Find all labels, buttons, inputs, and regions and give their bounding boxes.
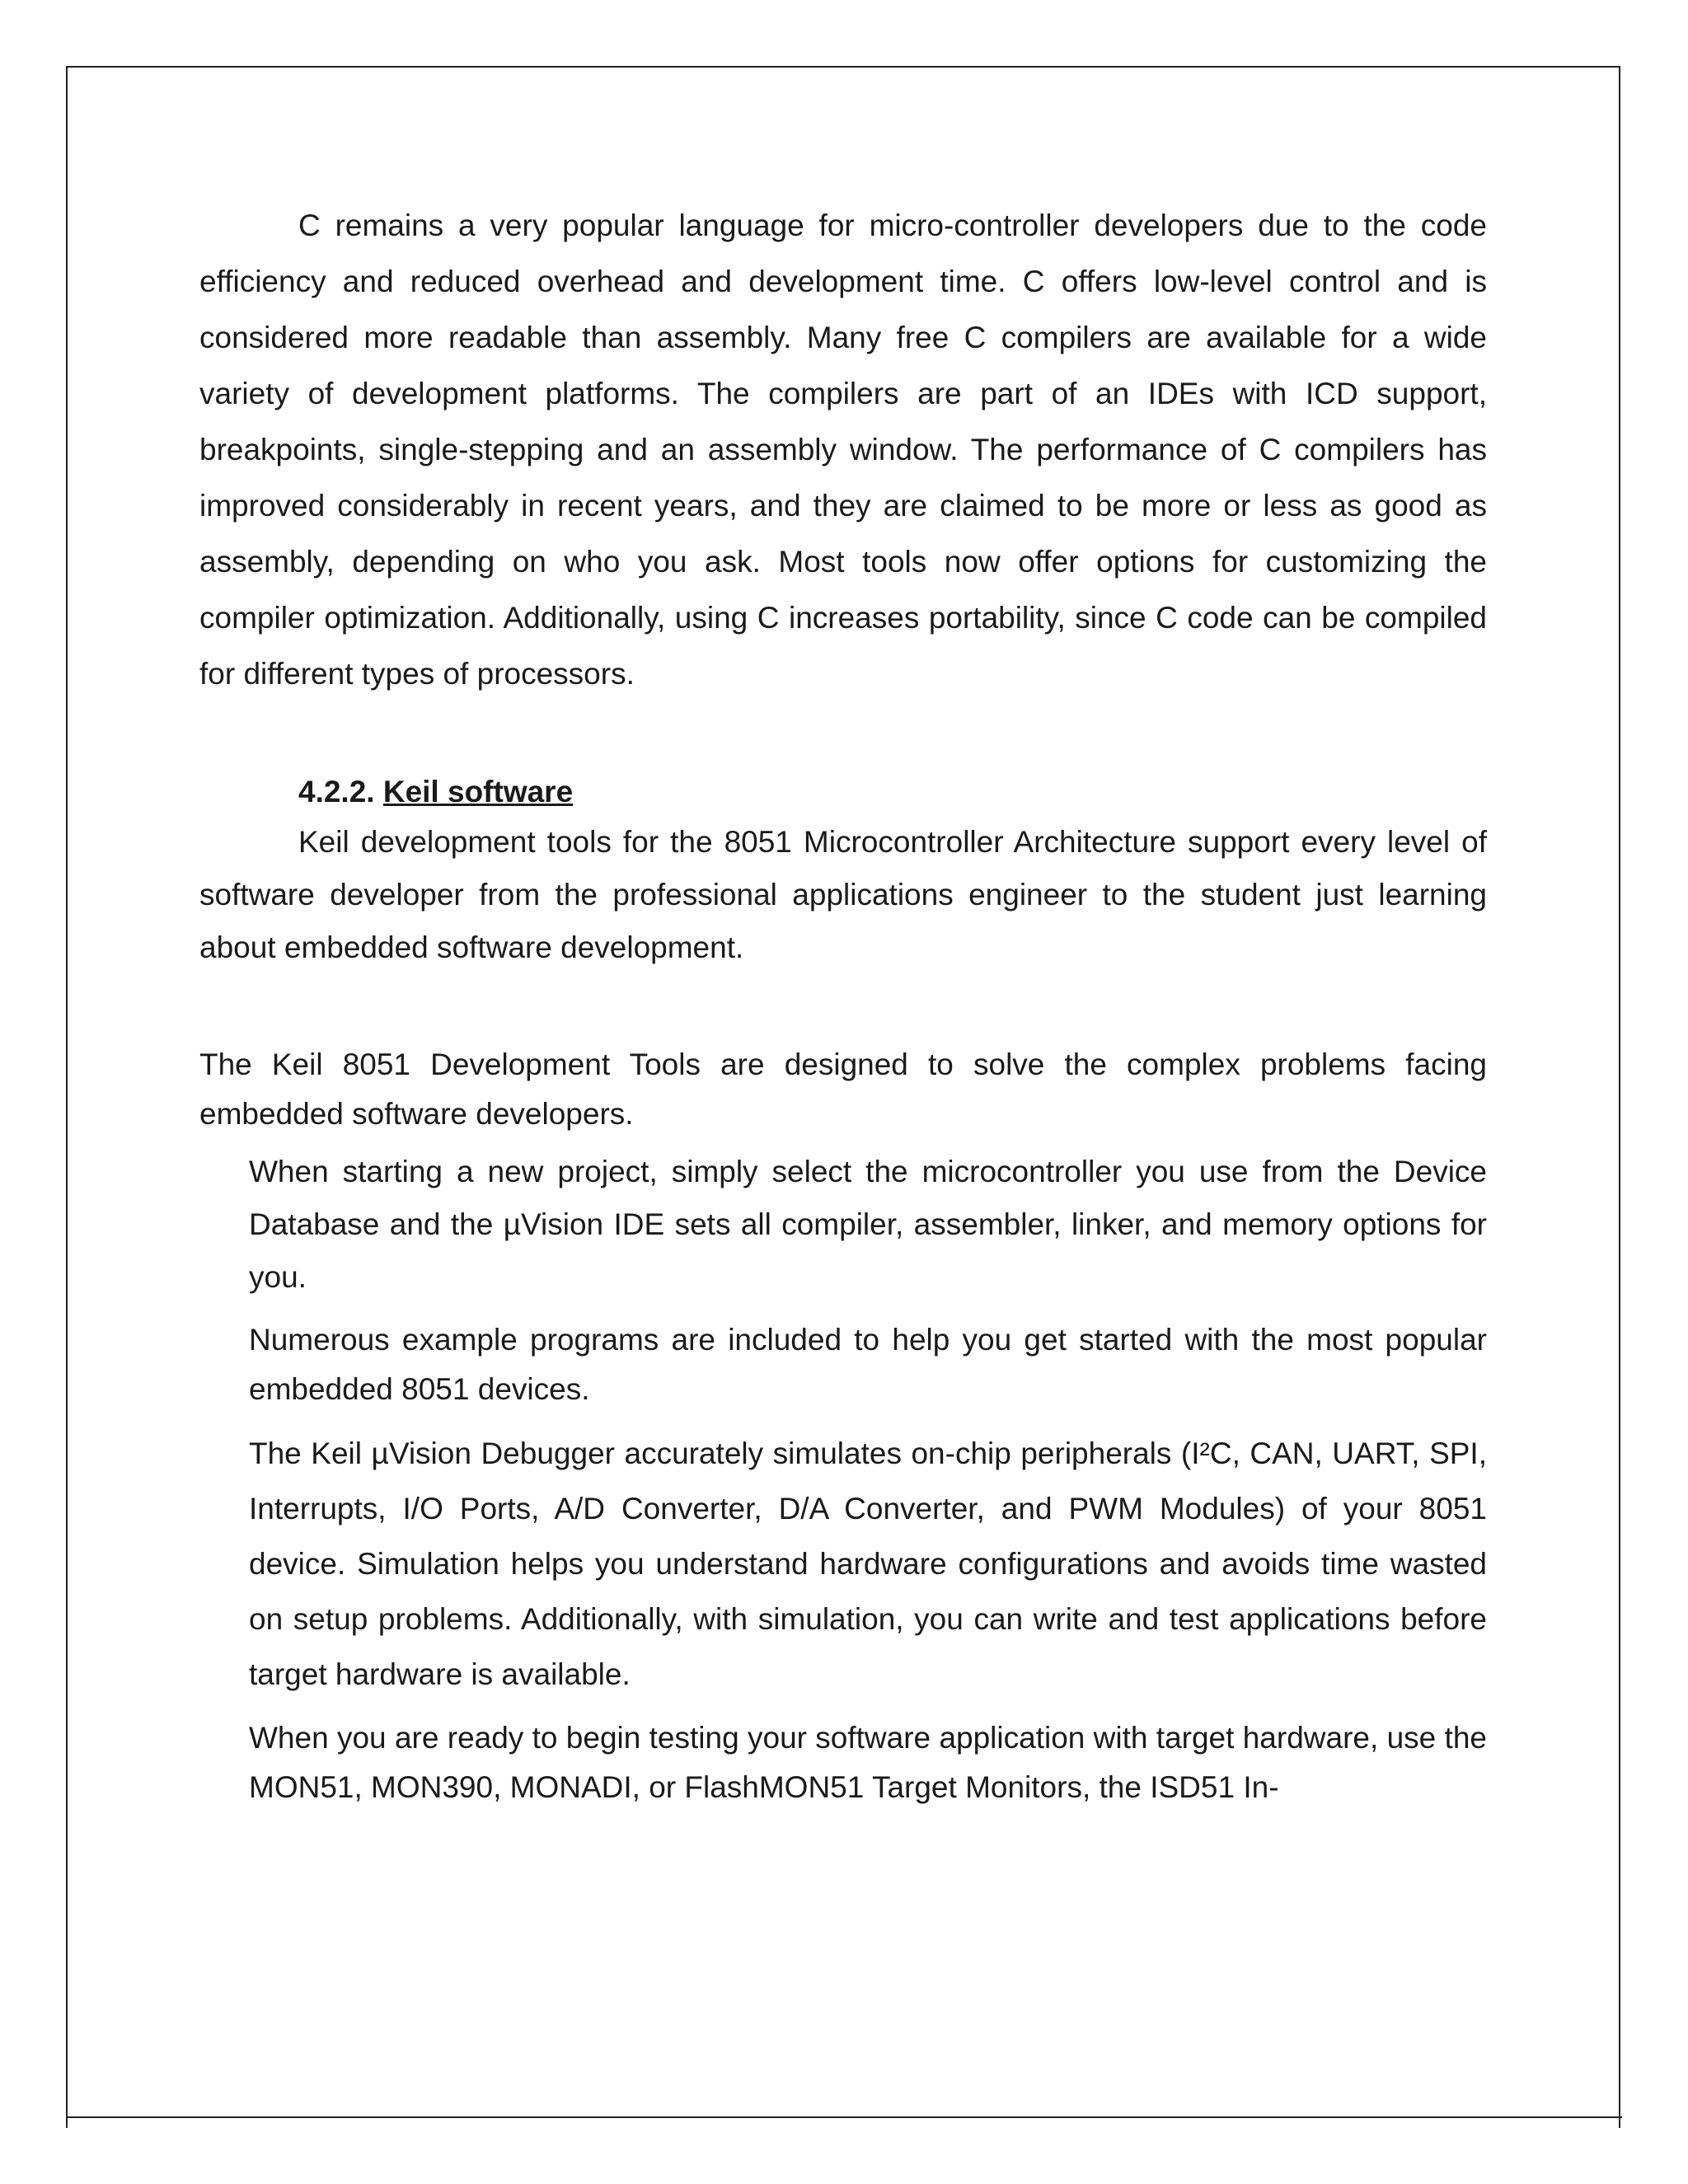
bottom-tick-left <box>66 2116 68 2128</box>
bottom-rule <box>66 2116 1622 2118</box>
list-item: When starting a new project, simply select the microcontroller you use from the Device Database and the µVision IDE sets all compiler, assembler, linker, and memory options for you. <box>249 1155 1487 1294</box>
list-item: Numerous example programs are included to help you get started with the most popular embedded 8051 devices. <box>249 1323 1487 1406</box>
feature-list <box>199 1146 1487 1812</box>
list-item: When you are ready to begin testing your software application with target hardware, use the MON51, MON390, MONADI, or FlashMON51 Target Monitors, the ISD51 In- <box>249 1721 1487 1804</box>
list-item: The Keil µVision Debugger accurately simulates on-chip peripherals (I²C, CAN, UART, SPI, Interrupts, I/O Ports, A/D Converter, D/A Converter, and PWM Modules) of your 8051 device. Simulation helps you understand hardware configurations and avoids time wasted on setup problems. Additionally, with simulation, you can write and test applications before target hardware is available. <box>249 1436 1487 1691</box>
intro-paragraph: C remains a very popular language for micro-controller developers due to the code efficiency and reduced overhead and development time. C offers low-level control and is considered more readable than assembly. Many free C compilers are available for a wide variety of development platforms. The compilers are part of an IDEs with ICD support, breakpoints, single-stepping and an assembly window. The performance of C compilers has improved considerably in recent years, and they are claimed to be more or less as good as assembly, depending on who you ask. Most tools now offer options for customizing the compiler optimization. Additionally, using C increases portability, since C code can be compiled for different types of processors. <box>199 209 1487 691</box>
section-title: Keil software <box>382 775 574 808</box>
section-number: 4.2.2. <box>298 775 375 808</box>
keil-paragraph: Keil development tools for the 8051 Microcontroller Architecture support every level of software developer from the professional applications engineer to the student just learning about embedded software development. <box>199 825 1487 964</box>
bottom-tick-right <box>1619 2116 1620 2128</box>
document-body <box>199 198 1487 1824</box>
tools-paragraph: The Keil 8051 Development Tools are designed to solve the complex problems facing embedded software developers. <box>199 1047 1487 1131</box>
section-heading <box>199 768 1487 816</box>
